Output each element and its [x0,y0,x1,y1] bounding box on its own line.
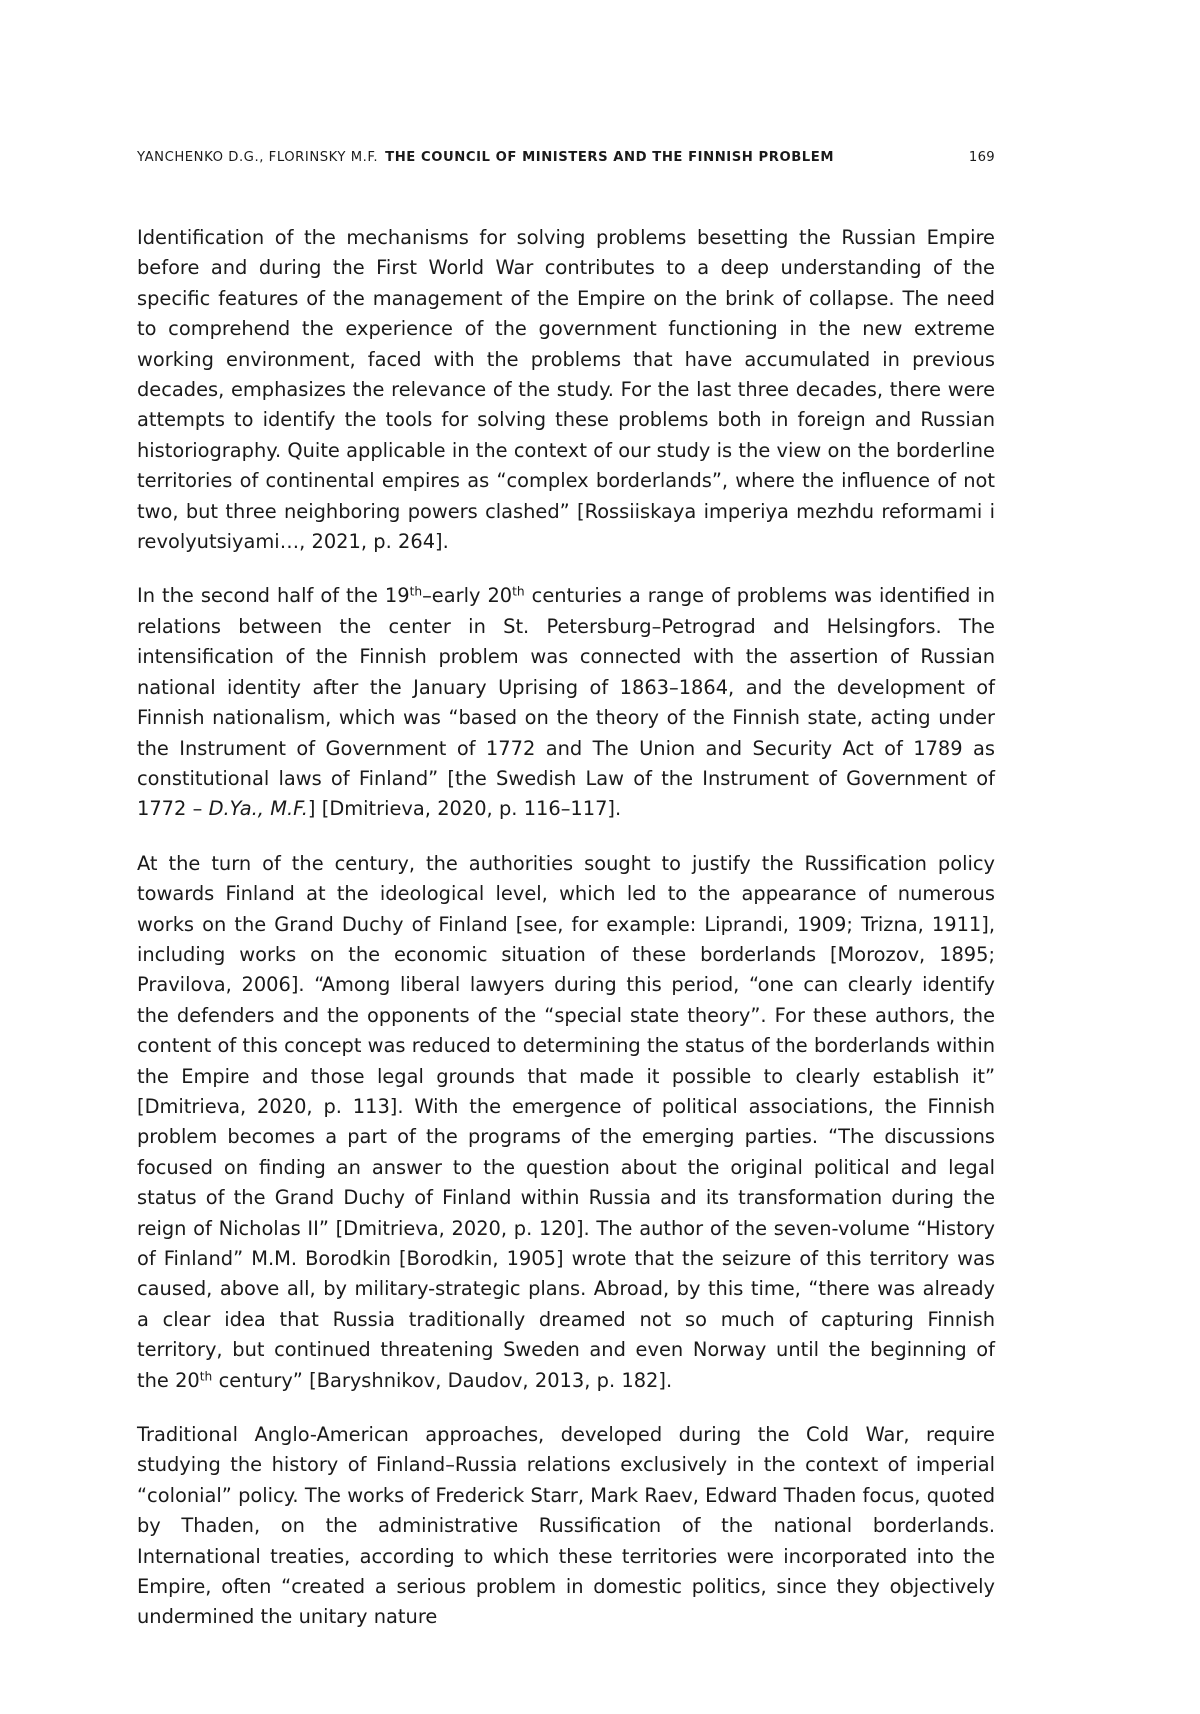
paragraph-2 [137,581,995,824]
ordinal-suffix-19th: th [409,585,423,600]
editorial-initials: D.Ya., M.F. [208,797,308,821]
page-content [137,150,995,1633]
running-head-authors: YANCHENKO D.G., FLORINSKY M.F. [137,150,379,165]
paragraph-2-part-1: In the second half of the 19 [137,584,410,608]
paragraph-1: Identification of the mechanisms for solving problems besetting the Russian Empire before and during the First World War contributes to a deep understanding of the specific features of the management of the Empire on the brink of collapse. The need to comprehend the experience of the government functioning in the new extreme working environment, faced with the problems that have accumulated in previous decades, emphasizes the relevance of the study. For the last three decades, there were attempts to identify the tools for solving these problems both in foreign and Russian historiography. Quite applicable in the context of our study is the view on the borderline territories of continental empires as “complex borderlands”, where the influence of not two, but three neighboring powers clashed” [Rossiiskaya imperiya mezhdu reformami i revolyutsiyami…, 2021, p. 264]. [137,226,995,554]
ordinal-suffix-20th: th [512,585,525,600]
paragraph-2-part-2: –early 20 [422,584,513,608]
paragraph-3 [137,849,995,1396]
paragraph-3-main: At the turn of the century, the authorities sought to justify the Russification policy towards Finland at the ideological level, which led to the appearance of numerous works on the Grand Duchy of Finland [see, for example: Liprandi, 1909; Trizna, 1911], including works on the economic situation of these borderlands [Morozov, 1895; Pravilova, 2006]. “Among liberal lawyers during this period, “one can clearly identify the defenders and the opponents of the “special state theory”. For these authors, the content of this concept was reduced to determining the status of the borderlands within the Empire and those legal grounds that made it possible to clearly establish it” [Dmitrieva, 2020, p. 113]. With the emergence of political associations, the Finnish problem becomes a part of the programs of the emerging parties. “The discussions focused on finding an answer to the question about the original political and legal status of the Grand Duchy of Finland within Russia and its transformation during the reign of Nicholas II” [Dmitrieva, 2020, p. 120]. The author of the seven-volume “History of Finland” M.M. Borodkin [Borodkin, 1905] wrote that the seizure of this territory was caused, above all, by military-strategic plans. Abroad, by this time, “there was already a clear idea that Russia traditionally dreamed not so much of capturing Finnish territory, but continued threatening Sweden and even Norway until the beginning of the 20 [137,851,996,1392]
paragraph-3-tail: century” [Baryshnikov, Daudov, 2013, p. 182]. [212,1368,673,1392]
ordinal-suffix-20th-century: th [199,1369,213,1384]
paragraph-4: Traditional Anglo-American approaches, developed during the Cold War, require studying the history of Finland–Russia relations exclusively in the context of imperial “colonial” policy. The works of Frederick Starr, Mark Raev, Edward Thaden focus, quoted by Thaden, on the administrative Russification of the national borderlands. International treaties, according to which these territories were incorporated into the Empire, often “created a serious problem in domestic politics, since they objectively undermined the unitary nature [137,1423,995,1629]
page-number: 169 [968,150,995,165]
running-head-title: THE COUNCIL OF MINISTERS AND THE FINNISH PROBLEM [385,150,834,165]
running-head [137,150,995,165]
paragraph-2-part-4: ] [Dmitrieva, 2020, p. 116–117]. [307,797,622,821]
paragraph-2-part-3: centuries a range of problems was identified in relations between the center in St. Petersburg–Petrograd and Helsingfors. The intensification of the Finnish problem was connected with the assertion of Russian national identity after the January Uprising of 1863–1864, and the development of Finnish nationalism, which was “based on the theory of the Finnish state, acting under the Instrument of Government of 1772 and The Union and Security Act of 1789 as constitutional laws of Finland” [the Swedish Law of the Instrument of Government of 1772 – [137,584,995,821]
